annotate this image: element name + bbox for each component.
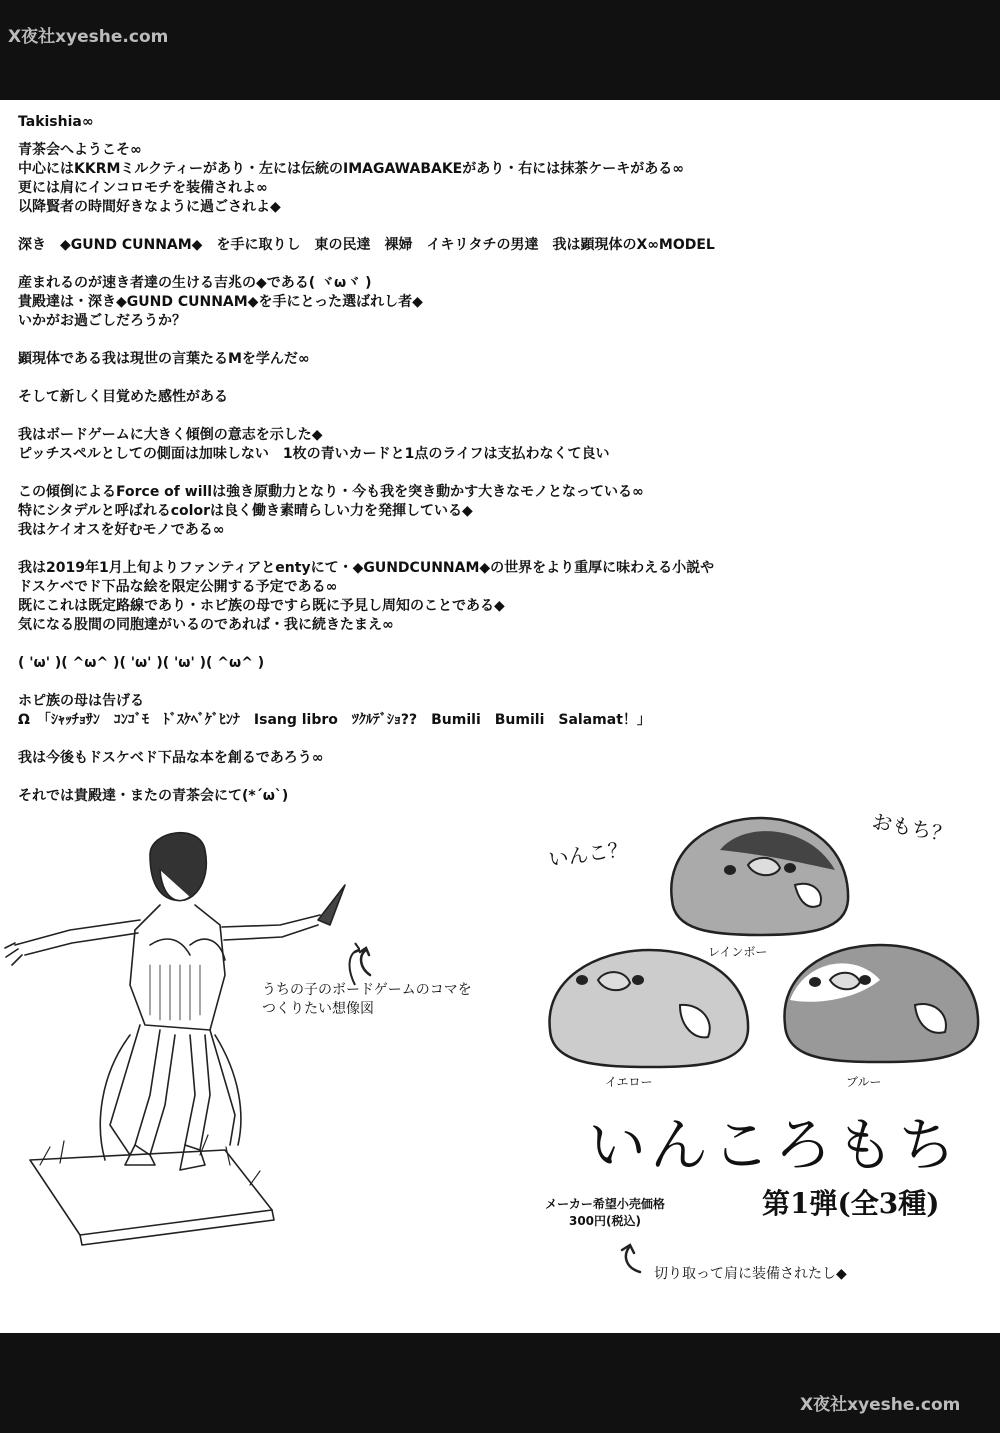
text-line: ( 'ω' )( ^ω^ )( 'ω' )( 'ω' )( ^ω^ ) (18, 655, 265, 671)
label-yellow: イエロー (605, 1075, 653, 1089)
speech-left: いんこ？ (546, 836, 630, 872)
bird-yellow-illustration (540, 945, 760, 1070)
watermark-top: X夜社xyeshe.com (8, 27, 169, 47)
label-blue: ブルー (846, 1075, 882, 1089)
price-label: メーカー希望小売価格 (545, 1197, 665, 1211)
text-line: Ω 「ｼｬｯﾁｮｻﾝ ｺﾝｺﾞﾓ ﾄﾞｽｹﾍﾞｹﾞﾋﾝﾅ Isang libro ﾂｸﾙﾃﾞｼｮ?? Bumili Bumili Salamat！」 (18, 712, 651, 728)
text-line: 気になる股間の同胞達がいるのであれば・我に続きたまえ∞ (18, 617, 394, 633)
series-label: 第1弾(全3種) (762, 1187, 940, 1220)
arrow-up-icon (612, 1238, 648, 1278)
text-line: 以降賢者の時間好きなように過ごされよ◆ (18, 199, 281, 215)
text-line: 我は2019年1月上旬よりファンティアとentyにて・◆GUNDCUNNAM◆の世界をより重厚に味わえる小説や (18, 560, 715, 576)
figure-sketch-illustration (0, 825, 360, 1265)
text-line: 我はケイオスを好むモノである∞ (18, 522, 225, 538)
price-value: 300円(税込) (568, 1214, 642, 1228)
bird-rainbow-illustration (660, 810, 860, 940)
body-text (18, 113, 818, 806)
text-line: 我はボードゲームに大きく傾倒の意志を示した◆ (18, 427, 323, 443)
arrow-up-icon (352, 940, 382, 980)
speech-right: おもち？ (870, 809, 954, 847)
text-line: 中心にはKKRMミルクティーがあり・左には伝統のIMAGAWABAKEがあり・右には抹茶ケーキがある∞ (18, 161, 684, 177)
label-rainbow: レインボー (708, 945, 768, 959)
text-line: 顕現体である我は現世の言葉たるMを学んだ∞ (18, 351, 310, 367)
text-line: Takishia∞ (18, 114, 94, 130)
text-line: ドスケベでド下品な絵を限定公開する予定である∞ (18, 579, 338, 595)
text-line: 更には肩にインコロモチを装備されよ∞ (18, 180, 268, 196)
text-line: いかがお過ごしだろうか？ (18, 313, 186, 329)
sketch-caption-line-1: うちの子のボードゲームのコマを (262, 982, 472, 998)
text-line: 特にシタデルと呼ばれるcolorは良く働き素晴らしい力を発揮している◆ (18, 503, 473, 519)
sketch-caption-line-2: つくりたい想像図 (262, 1001, 374, 1017)
text-line: そして新しく目覚めた感性がある (18, 389, 228, 405)
text-line: 貴殿達は・深き◆GUND CUNNAM◆を手にとった選ばれし者◆ (18, 294, 423, 310)
text-line: それでは貴殿達・またの青茶会にて(*´ω`) (18, 788, 289, 804)
text-line: 産まれるのが速き者達の生ける吉兆の◆である( ヾωヾ ) (18, 275, 372, 291)
text-line: 既にこれは既定路線であり・ホピ族の母ですら既に予見し周知のことである◆ (18, 598, 505, 614)
bird-blue-illustration (775, 940, 985, 1065)
bottom-scan-border (0, 1333, 1000, 1433)
top-scan-border (0, 0, 1000, 100)
text-line: 青茶会へようこそ∞ (18, 142, 142, 158)
text-line: 深き ◆GUND CUNNAM◆ を手に取りし 東の民達 裸婦 イキリタチの男達 我は顕現体のX∞MODEL (18, 237, 715, 253)
product-title: いんころもち (588, 1111, 961, 1179)
text-line: この傾倒によるForce of willは強き原動力となり・今も我を突き動かす大きなモノとなっている∞ (18, 484, 644, 500)
text-line: ピッチスペルとしての側面は加味しない 1枚の青いカードと1点のライフは支払わなくて良い (18, 446, 610, 462)
text-line: ホピ族の母は告げる (18, 693, 144, 709)
cut-note: 切り取って肩に装備されたし◆ (654, 1266, 847, 1282)
text-line: 我は今後もドスケベド下品な本を創るであろう∞ (18, 750, 324, 766)
price-block (535, 1195, 675, 1229)
watermark-bottom: X夜社xyeshe.com (800, 1395, 961, 1415)
